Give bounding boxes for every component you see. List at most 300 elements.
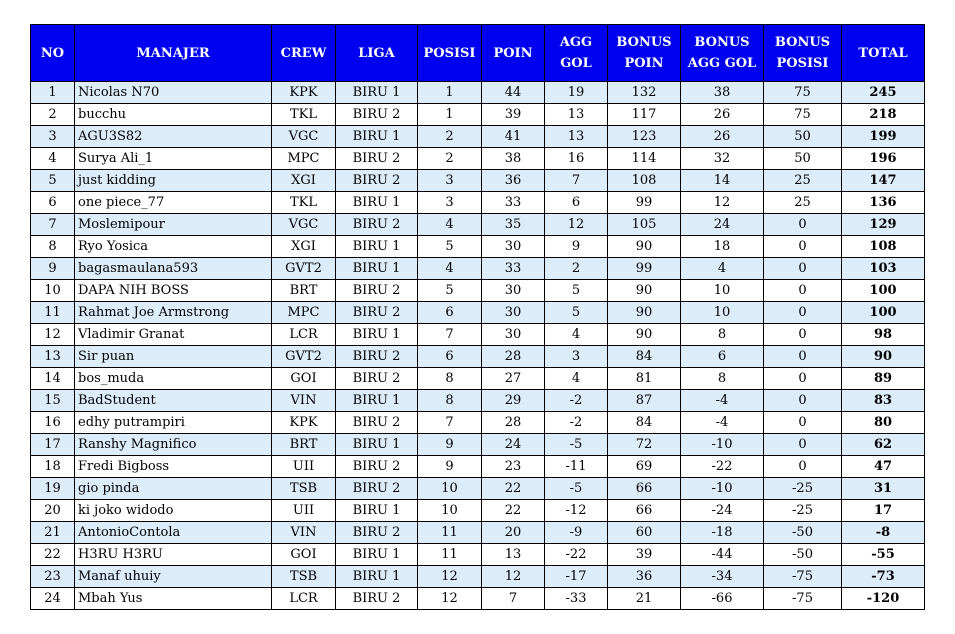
cell-liga: BIRU 2	[336, 280, 418, 302]
cell-manajer: edhy putrampiri	[75, 412, 272, 434]
cell-bonus-posisi: 0	[764, 456, 842, 478]
cell-poin: 28	[482, 346, 545, 368]
cell-posisi: 9	[418, 434, 482, 456]
cell-liga: BIRU 2	[336, 588, 418, 610]
cell-crew: KPK	[272, 82, 336, 104]
cell-posisi: 8	[418, 390, 482, 412]
header-bonus-agg-gol-line: AGG GOL	[687, 56, 757, 71]
cell-manajer: bucchu	[75, 104, 272, 126]
table-row	[31, 588, 925, 610]
cell-crew: UII	[272, 500, 336, 522]
cell-posisi: 1	[418, 82, 482, 104]
cell-manajer: Manaf uhuiy	[75, 566, 272, 588]
table-row	[31, 82, 925, 104]
cell-poin: 23	[482, 456, 545, 478]
cell-bonus-posisi: -75	[764, 566, 842, 588]
table-row	[31, 280, 925, 302]
cell-total: 218	[842, 104, 925, 126]
table-row	[31, 148, 925, 170]
cell-posisi: 5	[418, 236, 482, 258]
cell-liga: BIRU 2	[336, 368, 418, 390]
cell-total: 83	[842, 390, 925, 412]
header-bonus-posisi-line: BONUS	[774, 35, 831, 50]
cell-manajer: ki joko widodo	[75, 500, 272, 522]
cell-manajer: Mbah Yus	[75, 588, 272, 610]
cell-liga: BIRU 2	[336, 104, 418, 126]
cell-bonus-posisi: -50	[764, 544, 842, 566]
cell-liga: BIRU 1	[336, 434, 418, 456]
cell-liga: BIRU 2	[336, 478, 418, 500]
cell-bonus-agg-gol: -10	[681, 434, 764, 456]
cell-no: 11	[31, 302, 75, 324]
cell-no: 23	[31, 566, 75, 588]
cell-liga: BIRU 1	[336, 192, 418, 214]
cell-posisi: 10	[418, 478, 482, 500]
cell-total: -73	[842, 566, 925, 588]
table-row	[31, 456, 925, 478]
cell-liga: BIRU 2	[336, 302, 418, 324]
cell-total: 245	[842, 82, 925, 104]
cell-crew: XGI	[272, 170, 336, 192]
cell-crew: GVT2	[272, 258, 336, 280]
cell-manajer: gio pinda	[75, 478, 272, 500]
cell-crew: GVT2	[272, 346, 336, 368]
cell-bonus-poin: 99	[608, 258, 681, 280]
cell-liga: BIRU 1	[336, 82, 418, 104]
cell-crew: TSB	[272, 478, 336, 500]
table-row	[31, 368, 925, 390]
cell-no: 10	[31, 280, 75, 302]
cell-no: 18	[31, 456, 75, 478]
cell-total: 100	[842, 302, 925, 324]
cell-no: 20	[31, 500, 75, 522]
cell-bonus-posisi: -75	[764, 588, 842, 610]
header-bonus-poin	[608, 25, 681, 82]
cell-crew: BRT	[272, 434, 336, 456]
cell-manajer: Fredi Bigboss	[75, 456, 272, 478]
cell-bonus-agg-gol: 32	[681, 148, 764, 170]
cell-no: 22	[31, 544, 75, 566]
cell-no: 7	[31, 214, 75, 236]
cell-bonus-agg-gol: 8	[681, 324, 764, 346]
cell-crew: KPK	[272, 412, 336, 434]
cell-liga: BIRU 1	[336, 258, 418, 280]
cell-no: 12	[31, 324, 75, 346]
cell-total: 17	[842, 500, 925, 522]
header-bonus-agg-gol-line: BONUS	[694, 35, 750, 50]
cell-no: 3	[31, 126, 75, 148]
table-row	[31, 236, 925, 258]
cell-liga: BIRU 2	[336, 170, 418, 192]
table-row	[31, 324, 925, 346]
header-agg-gol	[545, 25, 608, 82]
cell-total: 108	[842, 236, 925, 258]
header-poin	[482, 25, 545, 82]
table-body	[31, 82, 925, 610]
cell-manajer: bos_muda	[75, 368, 272, 390]
cell-posisi: 2	[418, 148, 482, 170]
cell-total: 90	[842, 346, 925, 368]
cell-poin: 28	[482, 412, 545, 434]
cell-bonus-agg-gol: 8	[681, 368, 764, 390]
cell-manajer: Nicolas N70	[75, 82, 272, 104]
cell-liga: BIRU 1	[336, 500, 418, 522]
cell-bonus-poin: 21	[608, 588, 681, 610]
cell-no: 21	[31, 522, 75, 544]
cell-total: -55	[842, 544, 925, 566]
cell-bonus-posisi: 75	[764, 82, 842, 104]
cell-bonus-agg-gol: 18	[681, 236, 764, 258]
table-row	[31, 478, 925, 500]
cell-liga: BIRU 2	[336, 148, 418, 170]
cell-bonus-agg-gol: -10	[681, 478, 764, 500]
table-row	[31, 390, 925, 412]
cell-bonus-agg-gol: 38	[681, 82, 764, 104]
cell-bonus-agg-gol: -66	[681, 588, 764, 610]
cell-total: 196	[842, 148, 925, 170]
cell-bonus-poin: 66	[608, 478, 681, 500]
cell-poin: 20	[482, 522, 545, 544]
table-row	[31, 500, 925, 522]
cell-posisi: 7	[418, 412, 482, 434]
cell-bonus-agg-gol: -22	[681, 456, 764, 478]
cell-bonus-agg-gol: 4	[681, 258, 764, 280]
cell-poin: 12	[482, 566, 545, 588]
cell-agg-gol: 5	[545, 280, 608, 302]
cell-bonus-posisi: 0	[764, 390, 842, 412]
cell-liga: BIRU 2	[336, 412, 418, 434]
cell-liga: BIRU 1	[336, 390, 418, 412]
header-no	[31, 25, 75, 82]
cell-bonus-posisi: 0	[764, 258, 842, 280]
cell-bonus-agg-gol: 14	[681, 170, 764, 192]
cell-poin: 27	[482, 368, 545, 390]
cell-agg-gol: -5	[545, 478, 608, 500]
header-manajer	[75, 25, 272, 82]
cell-bonus-agg-gol: -4	[681, 412, 764, 434]
table-row	[31, 214, 925, 236]
cell-posisi: 8	[418, 368, 482, 390]
cell-total: 199	[842, 126, 925, 148]
cell-agg-gol: 5	[545, 302, 608, 324]
cell-bonus-posisi: 25	[764, 192, 842, 214]
cell-poin: 22	[482, 500, 545, 522]
cell-bonus-agg-gol: -34	[681, 566, 764, 588]
cell-posisi: 4	[418, 258, 482, 280]
cell-manajer: bagasmaulana593	[75, 258, 272, 280]
cell-bonus-poin: 117	[608, 104, 681, 126]
cell-crew: LCR	[272, 588, 336, 610]
cell-poin: 22	[482, 478, 545, 500]
cell-liga: BIRU 2	[336, 522, 418, 544]
cell-bonus-posisi: 0	[764, 412, 842, 434]
cell-bonus-agg-gol: 6	[681, 346, 764, 368]
cell-bonus-agg-gol: -18	[681, 522, 764, 544]
cell-no: 14	[31, 368, 75, 390]
cell-crew: MPC	[272, 148, 336, 170]
header-posisi-line: POSISI	[423, 45, 476, 61]
cell-bonus-posisi: 25	[764, 170, 842, 192]
cell-poin: 44	[482, 82, 545, 104]
cell-poin: 38	[482, 148, 545, 170]
cell-posisi: 6	[418, 346, 482, 368]
cell-bonus-poin: 36	[608, 566, 681, 588]
cell-posisi: 12	[418, 566, 482, 588]
cell-bonus-poin: 132	[608, 82, 681, 104]
cell-posisi: 1	[418, 104, 482, 126]
cell-liga: BIRU 2	[336, 346, 418, 368]
cell-crew: BRT	[272, 280, 336, 302]
cell-crew: GOI	[272, 368, 336, 390]
cell-agg-gol: 13	[545, 104, 608, 126]
cell-agg-gol: -2	[545, 412, 608, 434]
cell-agg-gol: 16	[545, 148, 608, 170]
header-bonus-poin-line: BONUS	[616, 35, 672, 50]
table-row	[31, 434, 925, 456]
cell-bonus-poin: 90	[608, 324, 681, 346]
cell-poin: 35	[482, 214, 545, 236]
cell-bonus-poin: 81	[608, 368, 681, 390]
table-row	[31, 192, 925, 214]
cell-manajer: Moslemipour	[75, 214, 272, 236]
cell-bonus-posisi: 0	[764, 280, 842, 302]
cell-poin: 41	[482, 126, 545, 148]
cell-no: 19	[31, 478, 75, 500]
cell-bonus-poin: 84	[608, 346, 681, 368]
header-manajer-line: MANAJER	[136, 45, 210, 61]
header-no-line: NO	[40, 45, 65, 61]
cell-bonus-poin: 90	[608, 236, 681, 258]
cell-manajer: Surya Ali_1	[75, 148, 272, 170]
cell-poin: 30	[482, 302, 545, 324]
cell-poin: 24	[482, 434, 545, 456]
cell-bonus-agg-gol: 26	[681, 104, 764, 126]
cell-bonus-poin: 99	[608, 192, 681, 214]
cell-crew: VIN	[272, 522, 336, 544]
cell-bonus-poin: 66	[608, 500, 681, 522]
cell-crew: TKL	[272, 104, 336, 126]
cell-bonus-poin: 90	[608, 302, 681, 324]
table-row	[31, 566, 925, 588]
cell-bonus-posisi: 50	[764, 126, 842, 148]
cell-posisi: 3	[418, 170, 482, 192]
cell-bonus-posisi: -25	[764, 478, 842, 500]
header-poin-line: POIN	[493, 45, 533, 61]
cell-total: 80	[842, 412, 925, 434]
cell-bonus-agg-gol: 24	[681, 214, 764, 236]
cell-agg-gol: -22	[545, 544, 608, 566]
header-total	[842, 25, 925, 82]
header-crew-line: CREW	[280, 45, 327, 61]
header-row	[31, 25, 925, 82]
cell-bonus-poin: 69	[608, 456, 681, 478]
cell-posisi: 3	[418, 192, 482, 214]
cell-manajer: Ryo Yosica	[75, 236, 272, 258]
cell-agg-gol: -5	[545, 434, 608, 456]
cell-posisi: 9	[418, 456, 482, 478]
cell-manajer: Sir puan	[75, 346, 272, 368]
cell-total: 100	[842, 280, 925, 302]
cell-total: 147	[842, 170, 925, 192]
cell-bonus-poin: 39	[608, 544, 681, 566]
cell-agg-gol: 4	[545, 368, 608, 390]
cell-posisi: 12	[418, 588, 482, 610]
cell-crew: GOI	[272, 544, 336, 566]
cell-total: -120	[842, 588, 925, 610]
cell-bonus-poin: 90	[608, 280, 681, 302]
cell-bonus-posisi: 75	[764, 104, 842, 126]
cell-agg-gol: 19	[545, 82, 608, 104]
header-bonus-posisi-line: POSISI	[776, 56, 829, 71]
cell-bonus-agg-gol: -24	[681, 500, 764, 522]
cell-poin: 29	[482, 390, 545, 412]
cell-bonus-agg-gol: 10	[681, 302, 764, 324]
cell-agg-gol: -12	[545, 500, 608, 522]
cell-poin: 30	[482, 324, 545, 346]
cell-bonus-posisi: 0	[764, 214, 842, 236]
header-total-line: TOTAL	[858, 45, 908, 61]
cell-agg-gol: 4	[545, 324, 608, 346]
cell-agg-gol: -17	[545, 566, 608, 588]
table-header	[31, 25, 925, 82]
cell-agg-gol: 7	[545, 170, 608, 192]
cell-agg-gol: 2	[545, 258, 608, 280]
table-row	[31, 126, 925, 148]
cell-bonus-posisi: 0	[764, 368, 842, 390]
table-row	[31, 412, 925, 434]
cell-poin: 30	[482, 280, 545, 302]
cell-manajer: just kidding	[75, 170, 272, 192]
cell-crew: XGI	[272, 236, 336, 258]
cell-poin: 33	[482, 192, 545, 214]
header-agg-gol-line: AGG	[559, 35, 593, 50]
cell-manajer: one piece_77	[75, 192, 272, 214]
cell-posisi: 2	[418, 126, 482, 148]
cell-total: 98	[842, 324, 925, 346]
cell-manajer: Vladimir Granat	[75, 324, 272, 346]
cell-total: 136	[842, 192, 925, 214]
cell-manajer: BadStudent	[75, 390, 272, 412]
cell-bonus-posisi: -25	[764, 500, 842, 522]
standings-table	[30, 24, 925, 610]
cell-posisi: 4	[418, 214, 482, 236]
table-row	[31, 544, 925, 566]
cell-bonus-posisi: 0	[764, 324, 842, 346]
cell-poin: 39	[482, 104, 545, 126]
header-bonus-agg-gol	[681, 25, 764, 82]
cell-crew: TKL	[272, 192, 336, 214]
cell-bonus-poin: 108	[608, 170, 681, 192]
cell-crew: VGC	[272, 214, 336, 236]
cell-no: 4	[31, 148, 75, 170]
cell-agg-gol: 9	[545, 236, 608, 258]
cell-bonus-agg-gol: 12	[681, 192, 764, 214]
cell-no: 9	[31, 258, 75, 280]
cell-no: 24	[31, 588, 75, 610]
cell-liga: BIRU 1	[336, 544, 418, 566]
cell-bonus-poin: 72	[608, 434, 681, 456]
cell-manajer: H3RU H3RU	[75, 544, 272, 566]
header-posisi	[418, 25, 482, 82]
cell-bonus-posisi: 0	[764, 236, 842, 258]
cell-bonus-agg-gol: -44	[681, 544, 764, 566]
cell-bonus-posisi: -50	[764, 522, 842, 544]
cell-crew: LCR	[272, 324, 336, 346]
cell-bonus-poin: 84	[608, 412, 681, 434]
cell-poin: 13	[482, 544, 545, 566]
cell-agg-gol: -11	[545, 456, 608, 478]
cell-posisi: 5	[418, 280, 482, 302]
cell-agg-gol: 6	[545, 192, 608, 214]
header-liga-line: LIGA	[358, 45, 395, 61]
cell-agg-gol: 13	[545, 126, 608, 148]
cell-poin: 7	[482, 588, 545, 610]
cell-total: 62	[842, 434, 925, 456]
cell-bonus-agg-gol: -4	[681, 390, 764, 412]
table-row	[31, 302, 925, 324]
header-liga	[336, 25, 418, 82]
cell-no: 15	[31, 390, 75, 412]
table-row	[31, 170, 925, 192]
cell-bonus-posisi: 0	[764, 434, 842, 456]
cell-liga: BIRU 2	[336, 214, 418, 236]
cell-bonus-posisi: 0	[764, 302, 842, 324]
cell-agg-gol: 12	[545, 214, 608, 236]
cell-total: 89	[842, 368, 925, 390]
cell-crew: VGC	[272, 126, 336, 148]
cell-liga: BIRU 2	[336, 456, 418, 478]
cell-bonus-agg-gol: 10	[681, 280, 764, 302]
table-row	[31, 258, 925, 280]
cell-posisi: 11	[418, 522, 482, 544]
cell-no: 2	[31, 104, 75, 126]
cell-bonus-poin: 60	[608, 522, 681, 544]
header-bonus-posisi	[764, 25, 842, 82]
cell-bonus-posisi: 50	[764, 148, 842, 170]
cell-agg-gol: 3	[545, 346, 608, 368]
cell-poin: 36	[482, 170, 545, 192]
table-row	[31, 104, 925, 126]
cell-poin: 33	[482, 258, 545, 280]
cell-agg-gol: -33	[545, 588, 608, 610]
cell-total: 129	[842, 214, 925, 236]
cell-no: 6	[31, 192, 75, 214]
cell-crew: VIN	[272, 390, 336, 412]
cell-no: 16	[31, 412, 75, 434]
cell-bonus-poin: 105	[608, 214, 681, 236]
cell-total: 103	[842, 258, 925, 280]
cell-no: 13	[31, 346, 75, 368]
cell-manajer: AntonioContola	[75, 522, 272, 544]
cell-total: -8	[842, 522, 925, 544]
cell-liga: BIRU 1	[336, 236, 418, 258]
table-row	[31, 346, 925, 368]
cell-crew: UII	[272, 456, 336, 478]
cell-poin: 30	[482, 236, 545, 258]
cell-bonus-poin: 123	[608, 126, 681, 148]
cell-liga: BIRU 1	[336, 566, 418, 588]
cell-total: 47	[842, 456, 925, 478]
cell-no: 1	[31, 82, 75, 104]
header-agg-gol-line: GOL	[560, 56, 592, 71]
cell-no: 5	[31, 170, 75, 192]
cell-agg-gol: -2	[545, 390, 608, 412]
cell-posisi: 6	[418, 302, 482, 324]
cell-posisi: 10	[418, 500, 482, 522]
cell-bonus-agg-gol: 26	[681, 126, 764, 148]
cell-bonus-poin: 87	[608, 390, 681, 412]
cell-total: 31	[842, 478, 925, 500]
